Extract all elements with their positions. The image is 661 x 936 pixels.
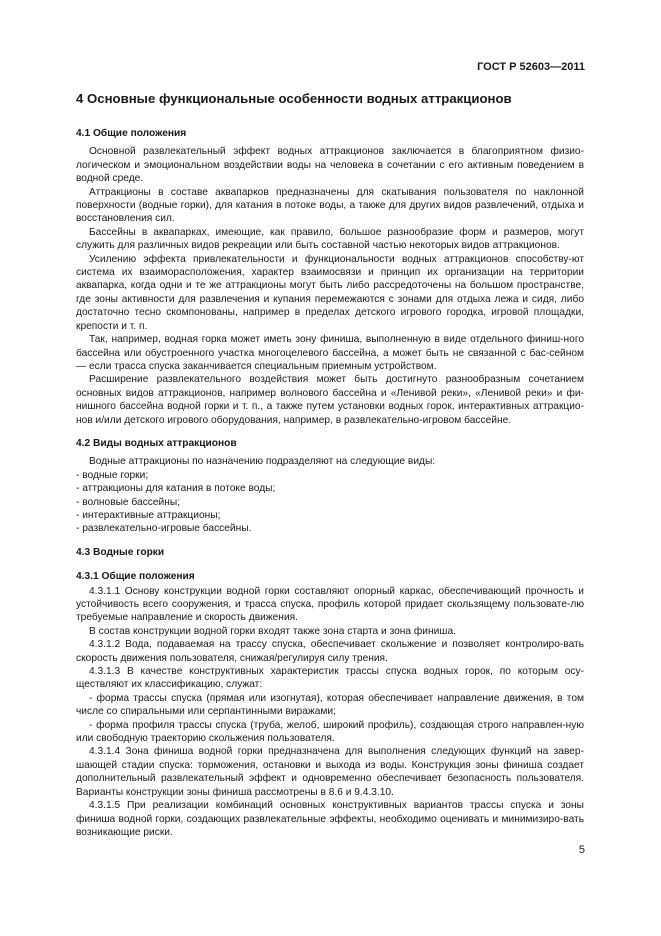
paragraph: Бассейны в аквапарках, имеющие, как правило, большое разнообразие форм и размеров, могут служить для различных видов рекреации или быть составной частью некоторых видов аттракционов. <box>76 226 584 252</box>
standard-number: ГОСТ Р 52603—2011 <box>477 61 585 73</box>
paragraph: Аттракционы в составе аквапарков предназначены для скатывания пользователя по наклонной поверхности (водные горки), для катания в потоке воды, а также для других видов развлечений, отдыха и восстановления сил. <box>76 186 584 225</box>
list-intro: Водные аттракционы по назначению подразделяют на следующие виды: <box>89 456 436 468</box>
paragraph: 4.3.1.5 При реализации комбинаций основных конструктивных вариантов трассы спуска и зоны финиша водной горки, создающих развлекательные эффекты, необходимо оценивать и минимизиро-вать возникающие риски. <box>76 800 584 838</box>
list-item: - интерактивные аттракционы; <box>76 509 221 521</box>
paragraph: - форма трассы спуска (прямая или изогнутая), которая обеспечивает направление движения, в том числе со спиральными или серпантинными виражами; <box>76 692 584 718</box>
subsection-title-4-3-1: 4.3.1 Общие положения <box>76 571 195 583</box>
subsection-title-4-3: 4.3 Водные горки <box>76 546 165 558</box>
paragraph: 4.3.1.1 Основу конструкции водной горки составляют опорный каркас, обеспечивающий прочность и устойчивость всего сооружения, и трасса спуска, профиль которой придает скользящему пользовате-лю требуемые направление и скорость движения. <box>76 585 584 624</box>
paragraph: В состав конструкции водной горки входят также зона старта и зона финиша. <box>89 625 456 637</box>
paragraph: Расширение развлекательного воздействия может быть достигнуто разнообразным сочетанием основных видов аттракционов, например волнового бассейна и «Ленивой реки», «Ленивой реки» и фи-нишного бассейна водной горки и т. п., а также путем установки водных горок, интерактивных аттракцио-нов и/или детского игрового оборудования, например, в развлекательно-игровом бассейне. <box>76 374 584 426</box>
paragraph: 4.3.1.3 В качестве конструктивных характеристик трассы спуска водных горок, по которым осу-ществляют их классификацию, служат: <box>76 666 584 691</box>
list-item: - развлекательно-игровые бассейны. <box>76 523 252 535</box>
paragraph: 4.3.1.2 Вода, подаваемая на трассу спуска, обеспечивает скольжение и позволяет контролиро-вать скорость движения пользователя, снижая/регулируя силу трения. <box>76 639 584 664</box>
subsection-title-4-2: 4.2 Виды водных аттракционов <box>76 437 237 449</box>
paragraph: 4.3.1.4 Зона финиша водной горки предназначена для выполнения следующих функций на завер-шающей стадии спуска: торможения, остановки и выхода из воды. Конструкция зоны финиша создает дополнительный развлекательный эффект и одновременно обеспечивает безопасность пользователя. Варианты конструкции зоны финиша рассмотрены в 8.6 и 9.4.3.10. <box>76 746 584 798</box>
paragraph: Так, например, водная горка может иметь зону финиша, выполненную в виде отдельного финиш-ного бассейна или обустроенного участка многоцелевого бассейна, а может быть не связанной с бас-сейном — если трасса спуска заканчивается специальным приемным устройством. <box>76 334 584 372</box>
page-number: 5 <box>578 844 585 856</box>
section-title: 4 Основные функциональные особенности водных аттракционов <box>76 91 512 106</box>
paragraph: Основной развлекательный эффект водных аттракционов заключается в благоприятном физио-логическом и эмоциональном воздействии воды на человека в сочетании с его активным поведением в водной среде. <box>76 146 584 185</box>
list-item: - волновые бассейны; <box>76 496 181 508</box>
list-item: - водные горки; <box>76 469 149 481</box>
list-item: - аттракционы для катания в потоке воды; <box>76 483 276 495</box>
paragraph: - форма профиля трассы спуска (труба, желоб, широкий профиль), создающая строго направлен-ную или свободную траекторию скольжения пользователя. <box>76 719 584 745</box>
subsection-title-4-1: 4.1 Общие положения <box>76 128 187 139</box>
page-content <box>76 91 584 839</box>
paragraph: Усилению эффекта привлекательности и функциональности водных аттракционов способству-ют система их взаиморасположения, характер взаимосвязи и принцип их организации на территории аквапарка, когда одни и те же аттракционы могут быть либо рассредоточены на большом пространстве, где зоны активности для развлечения и купания перемежаются с зонами для отдыха лежа и сидя, либо достаточно тесно скомпонованы, например в пределах детского игрового городка, игровой площадки, крепости и т. п. <box>76 253 584 332</box>
